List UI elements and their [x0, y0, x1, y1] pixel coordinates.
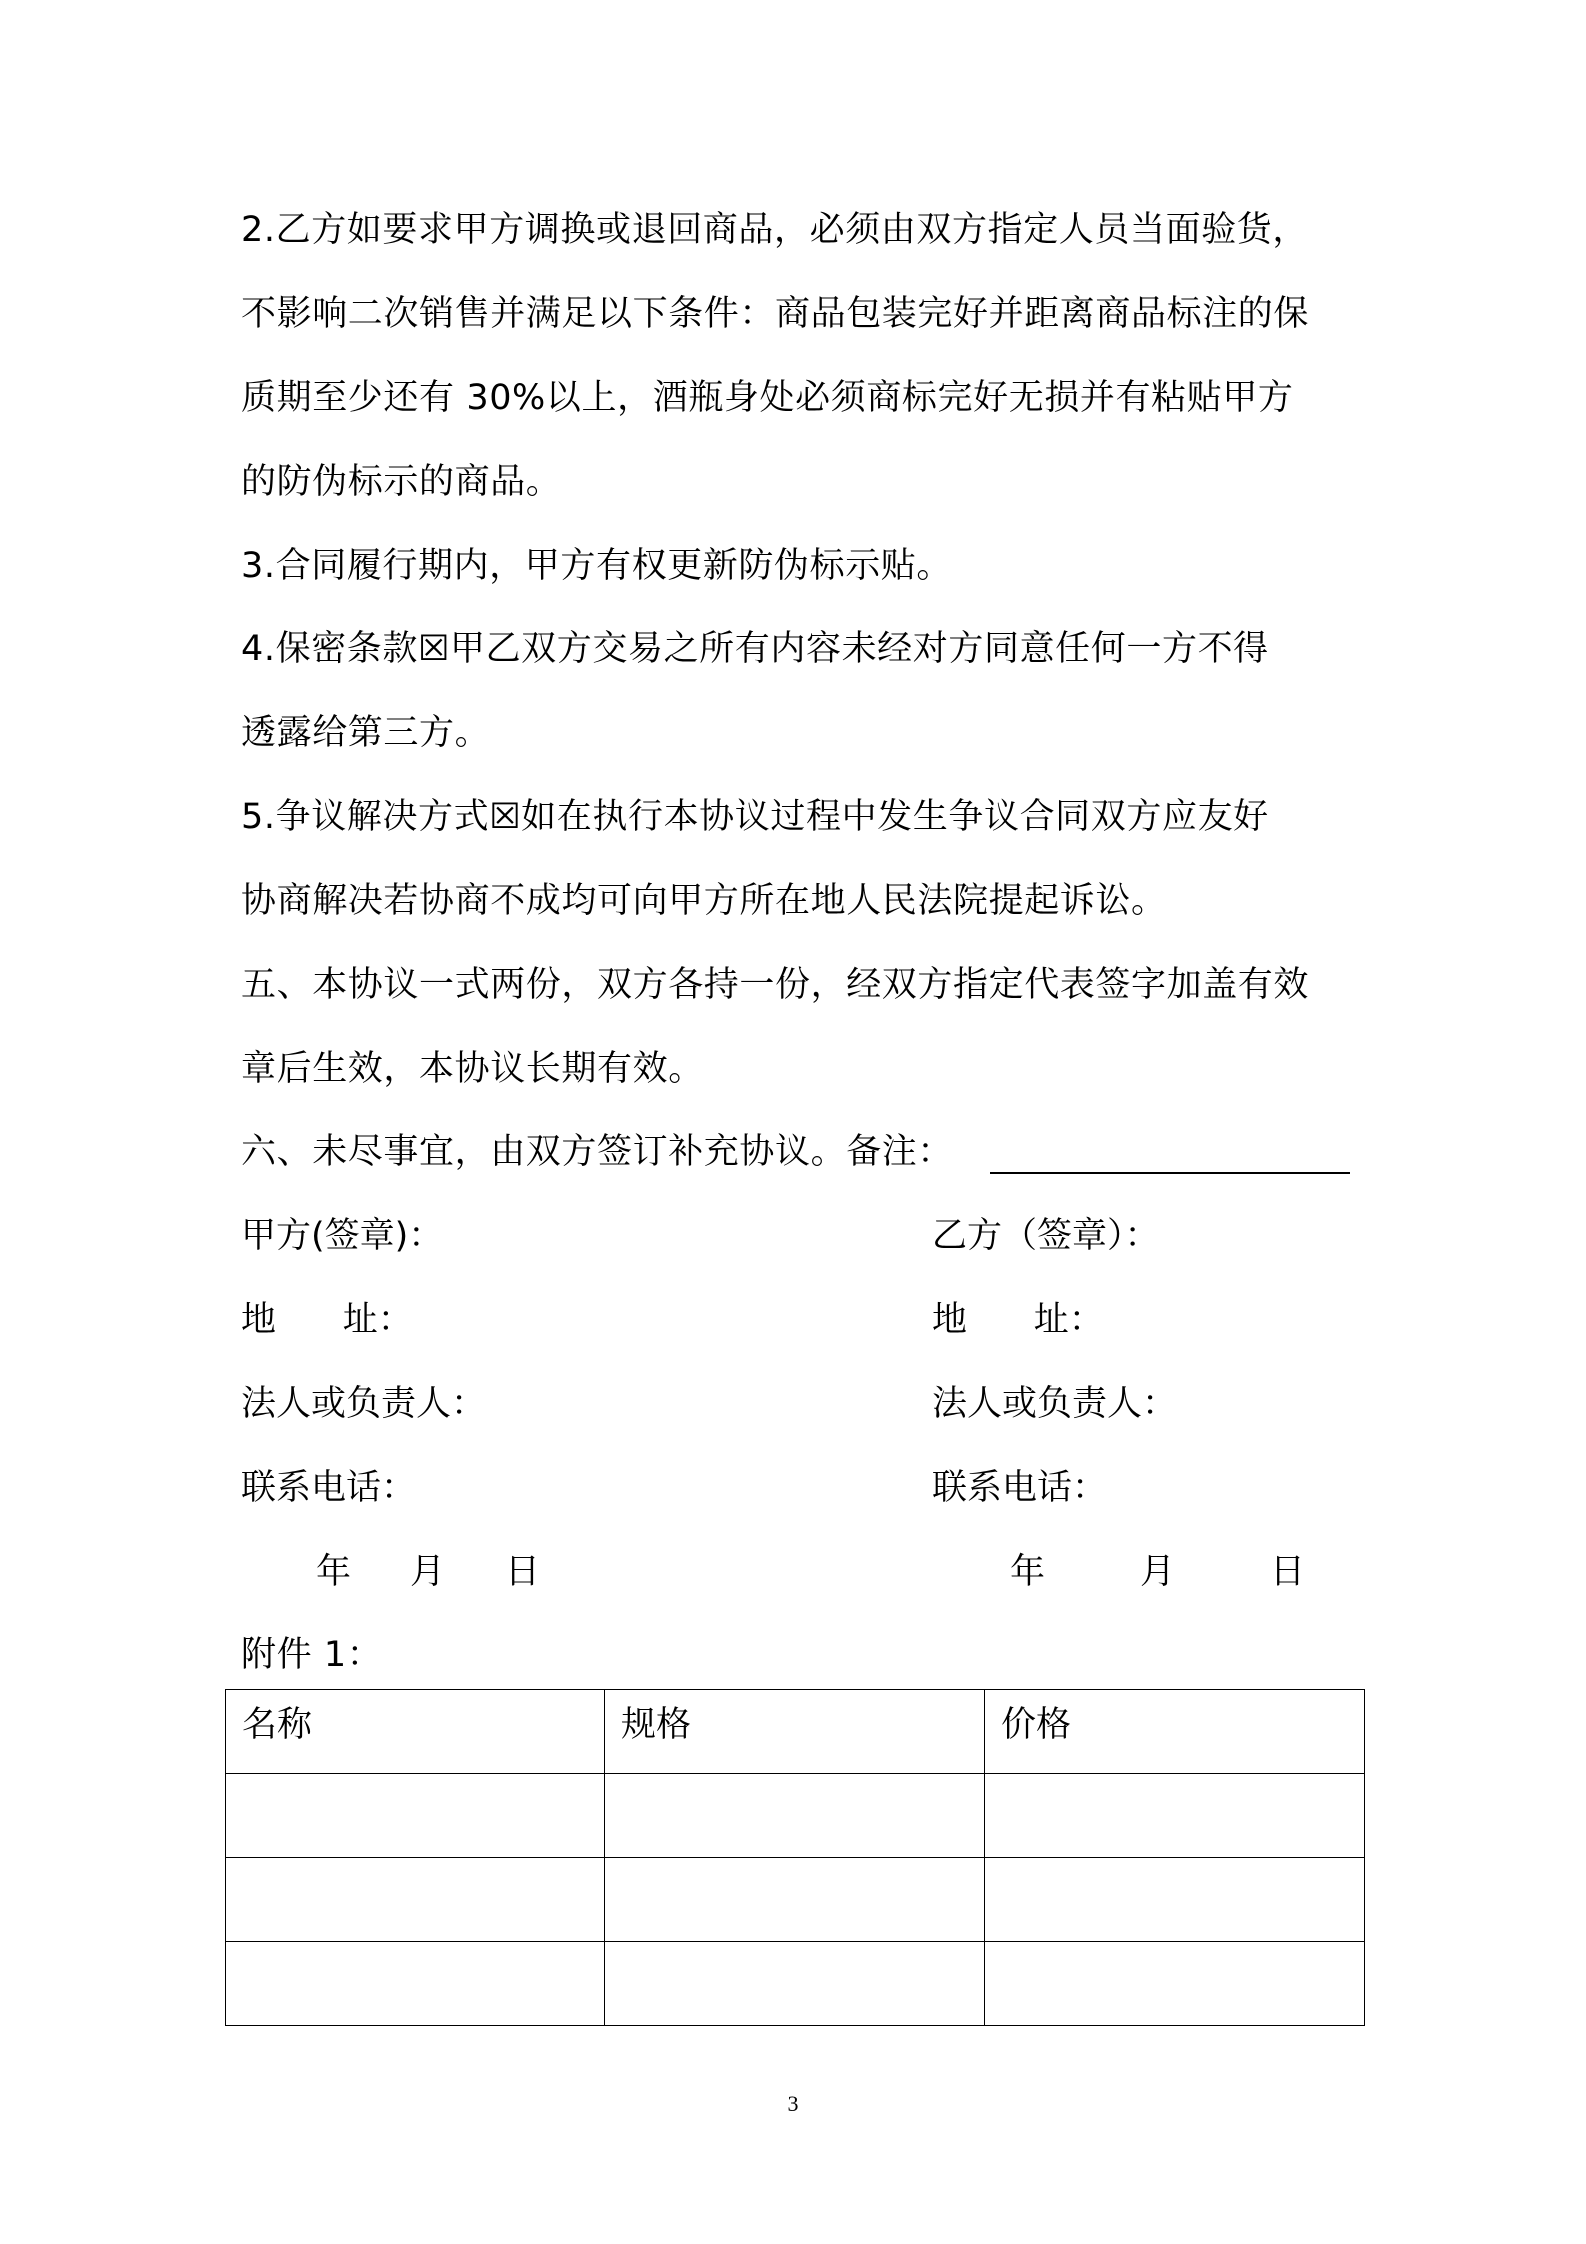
article-6-line-1: 六、未尽事宜，由双方签订补充协议。备注：	[241, 1132, 954, 1172]
clause-4-line-1: 4.保密条款☒甲乙双方交易之所有内容未经对方同意任何一方不得	[241, 629, 1269, 669]
clause-5-line-2: 协商解决若协商不成均可向甲方所在地人民法院提起诉讼。	[241, 881, 1167, 921]
article-5-line-1: 五、本协议一式两份，双方各持一份，经双方指定代表签字加盖有效	[241, 965, 1310, 1005]
table-header-row	[226, 1690, 1365, 1774]
clause-3-line-1: 3.合同履行期内，甲方有权更新防伪标示贴。	[241, 546, 952, 586]
table-cell[interactable]	[226, 1774, 605, 1858]
header-spec: 规格	[605, 1690, 985, 1774]
header-price: 价格	[985, 1690, 1365, 1774]
remark-underline	[990, 1172, 1350, 1174]
page-number: 3	[787, 2091, 799, 2116]
article-5-line-2: 章后生效，本协议长期有效。	[241, 1049, 704, 1089]
table-cell[interactable]	[226, 1942, 605, 2026]
clause-4-line-2: 透露给第三方。	[241, 713, 491, 753]
table-cell[interactable]	[605, 1858, 985, 1942]
party-b-sign-label: 乙方（签章）：	[932, 1216, 1160, 1256]
party-a-date-day: 日	[505, 1552, 541, 1592]
party-b-date-month: 月	[1140, 1552, 1176, 1592]
clause-2-line-1: 2.乙方如要求甲方调换或退回商品，必须由双方指定人员当面验货，	[241, 210, 1308, 250]
table-row	[226, 1858, 1365, 1942]
header-name: 名称	[226, 1690, 605, 1774]
clause-2-line-2: 不影响二次销售并满足以下条件：商品包装完好并距离商品标注的保	[241, 294, 1310, 334]
party-a-address-label: 地 址：	[241, 1300, 413, 1340]
table-cell[interactable]	[605, 1942, 985, 2026]
clause-2-line-4: 的防伪标示的商品。	[241, 462, 562, 502]
clause-5-line-1: 5.争议解决方式☒如在执行本协议过程中发生争议合同双方应友好	[241, 797, 1269, 837]
table-cell[interactable]	[985, 1942, 1365, 2026]
party-a-date-month: 月	[410, 1552, 446, 1592]
party-b-legal-rep-label: 法人或负责人：	[932, 1384, 1178, 1424]
clause-2-line-3: 质期至少还有 30%以上，酒瓶身处必须商标完好无损并有粘贴甲方	[241, 378, 1294, 418]
table-row	[226, 1774, 1365, 1858]
party-b-date-day: 日	[1270, 1552, 1306, 1592]
table-row	[226, 1942, 1365, 2026]
table-cell[interactable]	[985, 1858, 1365, 1942]
attachment-table	[225, 1689, 1365, 2026]
party-b-phone-label: 联系电话：	[932, 1468, 1108, 1508]
party-a-sign-label: 甲方(签章)：	[241, 1216, 444, 1256]
party-a-date-year: 年	[316, 1552, 352, 1592]
party-b-date-year: 年	[1010, 1552, 1046, 1592]
table-cell[interactable]	[226, 1858, 605, 1942]
party-b-address-label: 地 址：	[932, 1300, 1104, 1340]
party-a-phone-label: 联系电话：	[241, 1468, 417, 1508]
party-a-legal-rep-label: 法人或负责人：	[241, 1384, 487, 1424]
attachment-label: 附件 1：	[241, 1635, 383, 1675]
table-cell[interactable]	[985, 1774, 1365, 1858]
table-cell[interactable]	[605, 1774, 985, 1858]
